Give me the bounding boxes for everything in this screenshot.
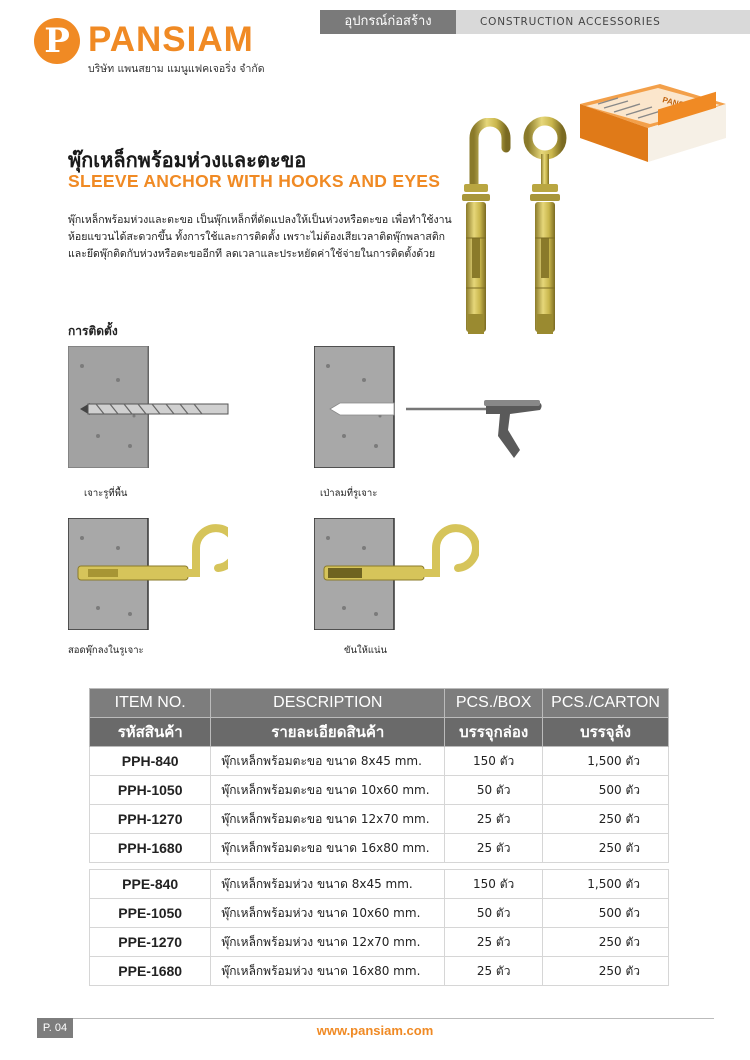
header-item-no-thai: รหัสสินค้า: [90, 718, 211, 747]
pcs-per-carton: 250 ตัว: [543, 805, 669, 834]
item-description: พุ๊กเหล็กพร้อมตะขอ ขนาด 12x70 mm.: [211, 805, 445, 834]
item-description: พุ๊กเหล็กพร้อมตะขอ ขนาด 16x80 mm.: [211, 834, 445, 863]
item-description: พุ๊กเหล็กพร้อมตะขอ ขนาด 8x45 mm.: [211, 747, 445, 776]
item-code: PPE-1680: [90, 957, 211, 986]
pcs-per-carton: 250 ตัว: [543, 928, 669, 957]
logo-mark-icon: P: [34, 18, 80, 64]
hook-anchor-image: [444, 118, 514, 344]
step-2-caption: เป่าลมที่รูเจาะ: [320, 488, 378, 499]
insert-anchor-icon: [68, 518, 228, 634]
company-name: บริษัท แพนสยาม แมนูแฟคเจอริ่ง จำกัด: [88, 63, 265, 75]
pcs-per-carton: 500 ตัว: [543, 776, 669, 805]
pcs-per-carton: 1,500 ตัว: [543, 870, 669, 899]
pcs-per-box: 25 ตัว: [445, 928, 543, 957]
table-row: [90, 834, 669, 863]
pcs-per-carton: 500 ตัว: [543, 899, 669, 928]
pcs-per-box: 50 ตัว: [445, 899, 543, 928]
item-code: PPH-1680: [90, 834, 211, 863]
brand-name: PANSIAM: [88, 20, 254, 59]
header-description: DESCRIPTION: [211, 689, 445, 718]
table-row: [90, 776, 669, 805]
pcs-per-box: 150 ตัว: [445, 870, 543, 899]
eyes-group: [90, 870, 669, 986]
table-row: [90, 957, 669, 986]
pcs-per-box: 25 ตัว: [445, 957, 543, 986]
header-pcs-carton-thai: บรรจุลัง: [543, 718, 669, 747]
table-row: [90, 805, 669, 834]
category-english: CONSTRUCTION ACCESSORIES: [456, 10, 750, 34]
pcs-per-box: 150 ตัว: [445, 747, 543, 776]
step-3-caption: สอดพุ๊กลงในรูเจาะ: [68, 645, 144, 656]
pcs-per-carton: 250 ตัว: [543, 834, 669, 863]
item-description: พุ๊กเหล็กพร้อมห่วง ขนาด 8x45 mm.: [211, 870, 445, 899]
table-header-english: [90, 689, 669, 718]
brand-logo: [34, 18, 294, 78]
item-description: พุ๊กเหล็กพร้อมห่วง ขนาด 10x60 mm.: [211, 899, 445, 928]
pcs-per-box: 25 ตัว: [445, 834, 543, 863]
table-row: [90, 928, 669, 957]
item-code: PPH-1050: [90, 776, 211, 805]
product-title-english: SLEEVE ANCHOR WITH HOOKS AND EYES: [68, 171, 441, 191]
item-code: PPE-840: [90, 870, 211, 899]
product-table: [89, 688, 669, 986]
table-header-thai: [90, 718, 669, 747]
eye-anchor-image: [510, 114, 580, 344]
table-row: [90, 870, 669, 899]
table-row: [90, 747, 669, 776]
hooks-group: [90, 747, 669, 863]
product-title-thai: พุ๊กเหล็กพร้อมห่วงและตะขอ: [68, 148, 307, 172]
category-thai: อุปกรณ์ก่อสร้าง: [320, 10, 456, 34]
tighten-icon: [314, 518, 479, 634]
drill-icon: [68, 346, 233, 472]
header-pcs-box-thai: บรรจุกล่อง: [445, 718, 543, 747]
item-description: พุ๊กเหล็กพร้อมห่วง ขนาด 16x80 mm.: [211, 957, 445, 986]
pcs-per-carton: 1,500 ตัว: [543, 747, 669, 776]
item-code: PPH-840: [90, 747, 211, 776]
air-blower-icon: [314, 346, 554, 472]
table-row: [90, 899, 669, 928]
pcs-per-box: 50 ตัว: [445, 776, 543, 805]
installation-label: การติดตั้ง: [68, 324, 118, 338]
item-description: พุ๊กเหล็กพร้อมห่วง ขนาด 12x70 mm.: [211, 928, 445, 957]
footer-divider: [73, 1018, 714, 1019]
item-code: PPH-1270: [90, 805, 211, 834]
header-pcs-carton: PCS./CARTON: [543, 689, 669, 718]
category-bar: [320, 10, 750, 34]
pcs-per-box: 25 ตัว: [445, 805, 543, 834]
item-code: PPE-1270: [90, 928, 211, 957]
header-item-no: ITEM NO.: [90, 689, 211, 718]
item-code: PPE-1050: [90, 899, 211, 928]
header-pcs-box: PCS./BOX: [445, 689, 543, 718]
product-box-image: [578, 82, 728, 168]
product-description: พุ๊กเหล็กพร้อมห่วงและตะขอ เป็นพุ๊กเหล็กที่ดัดแปลงให้เป็นห่วงหรือตะขอ เพื่อทำใช้งานห้อยแขวนได้สะดวกขึ้น ทั้งการใช้และการติดตั้ง เพราะไม่ต้องเสียเวลาติดพุ๊กพลาสติกและยึดพุ๊กติดกับห่วงหรือตะขออีกที ลดเวลาและประหยัดค่าใช้จ่ายในการติดตั้งด้วย: [68, 214, 452, 260]
pcs-per-carton: 250 ตัว: [543, 957, 669, 986]
item-description: พุ๊กเหล็กพร้อมตะขอ ขนาด 10x60 mm.: [211, 776, 445, 805]
website-link[interactable]: www.pansiam.com: [316, 1023, 434, 1038]
page-number: P. 04: [37, 1018, 73, 1038]
header-description-thai: รายละเอียดสินค้า: [211, 718, 445, 747]
step-4-caption: ขันให้แน่น: [344, 645, 388, 656]
step-1-caption: เจาะรูที่พื้น: [84, 488, 128, 499]
